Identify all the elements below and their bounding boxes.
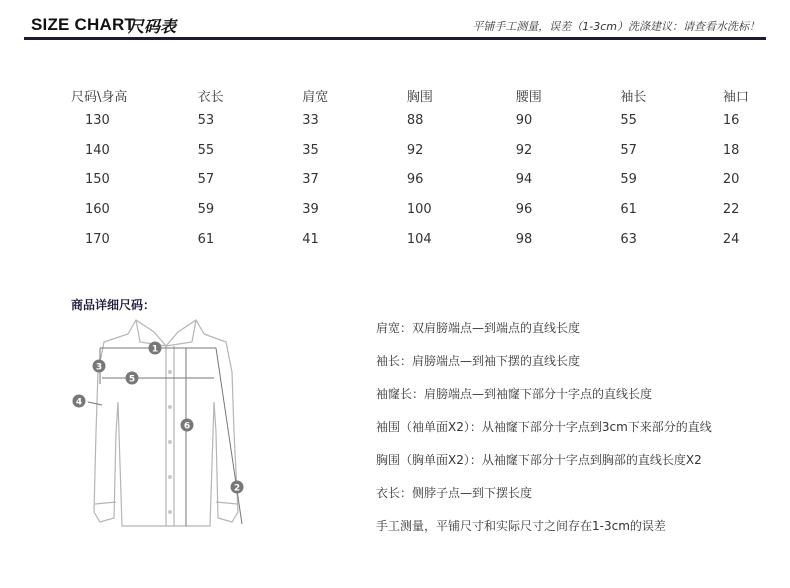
table-cell: 160 bbox=[85, 202, 110, 218]
table-cell: 96 bbox=[515, 202, 533, 218]
table-cell: 18 bbox=[722, 142, 740, 158]
svg-text:4: 4 bbox=[75, 397, 83, 408]
table-cell: 59 bbox=[620, 172, 637, 188]
column-header: 尺码\身高 bbox=[71, 89, 128, 105]
table-cell: 37 bbox=[302, 172, 319, 188]
shirt-buttons bbox=[168, 370, 172, 514]
table-row bbox=[60, 165, 790, 195]
table-cell: 24 bbox=[722, 231, 740, 247]
marker-6 bbox=[181, 419, 194, 432]
table-cell: 55 bbox=[620, 113, 637, 129]
title-en: SIZE CHART bbox=[31, 15, 135, 34]
svg-text:3: 3 bbox=[95, 362, 103, 373]
table-cell: 92 bbox=[406, 142, 424, 158]
header bbox=[0, 0, 790, 40]
table-cell: 90 bbox=[515, 113, 533, 129]
definition-tolerance: 手工测量，平铺尺寸和实际尺寸之间存在1-3cm的误差 bbox=[376, 519, 666, 533]
column-header: 腰围 bbox=[515, 89, 542, 105]
table-cell: 57 bbox=[197, 172, 215, 188]
svg-text:2: 2 bbox=[233, 483, 241, 494]
table-cell: 16 bbox=[722, 113, 740, 129]
table-cell: 53 bbox=[197, 113, 215, 129]
definition-armhole: 袖窿长：肩膀端点—到袖窿下部分十字点的直线长度 bbox=[376, 387, 653, 401]
definition-sleeve-length: 袖长：肩膀端点—到袖下摆的直线长度 bbox=[376, 354, 581, 368]
shirt-measurement-diagram bbox=[66, 312, 266, 532]
table-cell: 39 bbox=[302, 202, 319, 218]
table-cell: 63 bbox=[620, 231, 637, 247]
table-cell: 35 bbox=[302, 142, 319, 158]
svg-text:5: 5 bbox=[128, 374, 136, 385]
table-row bbox=[60, 136, 790, 166]
measurement-lines bbox=[88, 348, 242, 526]
table-cell: 57 bbox=[620, 142, 637, 158]
column-header: 肩宽 bbox=[302, 89, 329, 105]
marker-2 bbox=[231, 481, 244, 494]
table-row bbox=[60, 195, 790, 225]
table-cell: 98 bbox=[515, 231, 533, 247]
table-cell: 130 bbox=[85, 113, 110, 129]
table-row bbox=[60, 224, 790, 254]
measurement-definitions bbox=[376, 320, 712, 551]
table-header-row bbox=[60, 84, 790, 106]
header-divider bbox=[24, 37, 766, 40]
table-cell: 41 bbox=[302, 231, 319, 247]
detail-size-title: 商品详细尺码： bbox=[71, 298, 156, 312]
table-cell: 61 bbox=[620, 202, 637, 218]
column-header: 袖口 bbox=[722, 89, 749, 105]
marker-5 bbox=[126, 372, 139, 385]
table-cell: 150 bbox=[85, 172, 110, 188]
table-cell: 104 bbox=[406, 231, 432, 247]
definition-chest: 胸围（胸单面X2）：从袖窿下部分十字点到胸部的直线长度X2 bbox=[376, 453, 702, 467]
title-cn: 尺码表 bbox=[128, 17, 177, 36]
definition-sleeve-width: 袖围（袖单面X2）：从袖窿下部分十字点到3cm下来部分的直线 bbox=[376, 420, 712, 434]
column-header: 衣长 bbox=[197, 89, 224, 105]
table-cell: 55 bbox=[197, 142, 215, 158]
measurement-note: 平铺手工测量，误差（1-3cm）洗涤建议：请查看水洗标！ bbox=[472, 20, 760, 33]
table-cell: 92 bbox=[515, 142, 533, 158]
definition-length: 衣长：侧脖子点—到下摆长度 bbox=[376, 486, 533, 500]
table-cell: 61 bbox=[197, 231, 215, 247]
column-header: 袖长 bbox=[620, 89, 647, 105]
table-cell: 59 bbox=[197, 202, 215, 218]
table-cell: 88 bbox=[406, 113, 424, 129]
table-cell: 170 bbox=[85, 231, 110, 247]
table-cell: 33 bbox=[302, 113, 319, 129]
table-row bbox=[60, 106, 790, 136]
size-table bbox=[60, 84, 790, 254]
marker-4 bbox=[73, 395, 86, 408]
column-header: 胸围 bbox=[406, 89, 433, 105]
marker-3 bbox=[93, 360, 106, 373]
table-cell: 20 bbox=[722, 172, 740, 188]
measurement-markers bbox=[73, 342, 244, 494]
svg-text:1: 1 bbox=[151, 344, 159, 355]
marker-1 bbox=[149, 342, 162, 355]
svg-text:6: 6 bbox=[183, 421, 191, 432]
definition-shoulder: 肩宽：双肩膀端点—到端点的直线长度 bbox=[376, 321, 581, 335]
table-cell: 100 bbox=[406, 202, 432, 218]
table-cell: 140 bbox=[85, 142, 110, 158]
table-cell: 22 bbox=[722, 202, 740, 218]
table-cell: 94 bbox=[515, 172, 533, 188]
table-cell: 96 bbox=[406, 172, 424, 188]
